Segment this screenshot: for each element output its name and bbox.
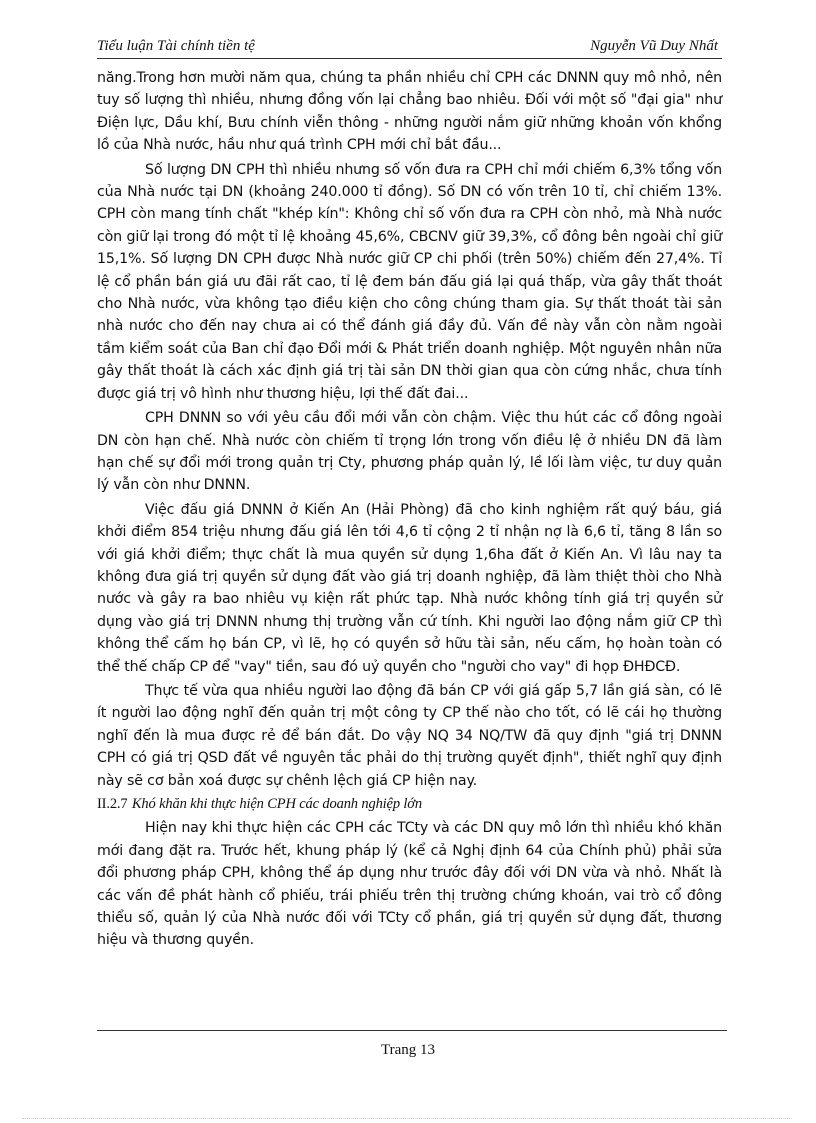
page-header	[97, 38, 722, 59]
paragraph-continuation: năng.Trong hơn mười năm qua, chúng ta phần nhiều chỉ CPH các DNNN quy mô nhỏ, nên tuy số lượng thì nhiều, nhưng đồng vốn lại chẳng bao nhiêu. Đối với một số "đại gia" như Điện lực, Dầu khí, Bưu chính viễn thông - những người nắm giữ những khoản vốn khổng lồ của Nhà nước, hầu như quá trình CPH mới chỉ bắt đầu...	[97, 70, 722, 154]
paragraph: Hiện nay khi thực hiện các CPH các TCty và các DN quy mô lớn thì nhiều khó khăn mới đang đặt ra. Trước hết, khung pháp lý (kể cả Nghị định 64 của Chính phủ) phải sửa đổi phương pháp CPH, không thể áp dụng như trước đây đối với DN vừa và nhỏ. Nhất là các vấn đề phát hành cổ phiếu, trái phiếu trên thị trường chứng khoán, vai trò cổ đông thiểu số, quản lý của Nhà nước đối với TCty cổ phần, giá trị quyền sử dụng đất, thương hiệu và thương quyền.	[97, 820, 722, 949]
paragraph: CPH DNNN so với yêu cầu đổi mới vẫn còn chậm. Việc thu hút các cổ đông ngoài DN còn hạn chế. Nhà nước còn chiếm tỉ trọng lớn trong vốn điều lệ ở nhiều DN đã làm hạn chế sự đổi mới trong quản trị Cty, phương pháp quản lý, lề lối làm việc, tư duy quản lý vẫn còn như DNNN.	[97, 410, 722, 494]
section-heading	[97, 792, 722, 815]
page-bottom-edge	[22, 1118, 792, 1119]
header-document-title: Tiểu luận Tài chính tiền tệ	[97, 38, 255, 54]
paragraph: Thực tế vừa qua nhiều người lao động đã bán CP với giá gấp 5,7 lần giá sàn, có lẽ ít người lao động nghĩ đến quản trị một công ty CP thế nào cho tốt, có lẽ cái họ thường nghĩ đến là mua được rẻ để bán đắt. Do vậy NQ 34 NQ/TW đã quy định "giá trị DNNN CPH có giá trị QSD đất về nguyên tắc phải do thị trường quyết định", thiết nghĩ quy định này sẽ cơ bản xoá được sự chênh lệch giá CP hiện nay.	[97, 682, 722, 789]
page-number: Trang 13	[380, 1042, 436, 1058]
paragraph: Số lượng DN CPH thì nhiều nhưng số vốn đưa ra CPH chỉ mới chiếm 6,3% tổng vốn của Nhà nước tại DN (khoảng 240.000 tỉ đồng). Số DN có vốn trên 10 tỉ, chỉ chiếm 13%. CPH còn mang tính chất "khép kín": Không chỉ số vốn đưa ra CPH còn nhỏ, mà Nhà nước còn giữ lại trong đó một tỉ lệ khoảng 45,6%, CBCNV giữ 39,3%, cổ đông bên ngoài chỉ giữ 15,1%. Số lượng DN CPH được Nhà nước giữ CP chi phối (trên 50%) chiếm đến 27,4%. Tỉ lệ cổ phần bán giá ưu đãi rất cao, tỉ lệ đem bán đấu giá lại quá thấp, vừa gây thất thoát cho Nhà nước, vừa không tạo điều kiện cho công chúng tham gia. Sự thất thoát tài sản nhà nước cho đến nay chưa ai có thể đánh giá đầy đủ. Vấn đề này vẫn còn nằm ngoài tầm kiểm soát của Ban chỉ đạo Đổi mới & Phát triển doanh nghiệp. Một nguyên nhân nữa gây thất thoát là cách xác định giá trị tài sản DN thời gian qua còn cứng nhắc, chưa tính được giá trị vô hình như thương hiệu, lợi thế đất đai...	[97, 161, 722, 402]
header-author: Nguyễn Vũ Duy Nhất	[590, 38, 718, 54]
footer-divider	[97, 1030, 727, 1031]
section-number: II.2.7	[97, 796, 128, 812]
section-title: Khó khăn khi thực hiện CPH các doanh nghiệp lớn	[131, 796, 422, 812]
paragraph: Việc đấu giá DNNN ở Kiến An (Hải Phòng) đã cho kinh nghiệm rất quý báu, giá khởi điểm 854 triệu nhưng đấu giá lên tới 4,6 tỉ cộng 2 tỉ nhận nợ là 6,6 tỉ, tăng 8 lần so với giá khởi điểm; thực chất là mua quyền sử dụng 1,6ha đất ở Kiến An. Vì lâu nay ta không đưa giá trị quyền sử dụng đất vào giá trị doanh nghiệp, đã làm thiệt thòi cho Nhà nước và gây ra bao nhiêu vụ kiện rất phức tạp. Nhà nước không tính giá trị quyền sử dụng vào giá trị DNNN nhưng thị trường vẫn cứ tính. Khi người lao động nắm giữ CP thì không thể cấm họ bán CP, vì lẽ, họ có quyền sở hữu tài sản, nếu cấm, họ hoàn toàn có thể thế chấp CP để "vay" tiền, sau đó uỷ quyền cho "người cho vay" đi họp ĐHĐCĐ.	[97, 501, 722, 675]
page-body	[97, 67, 722, 952]
